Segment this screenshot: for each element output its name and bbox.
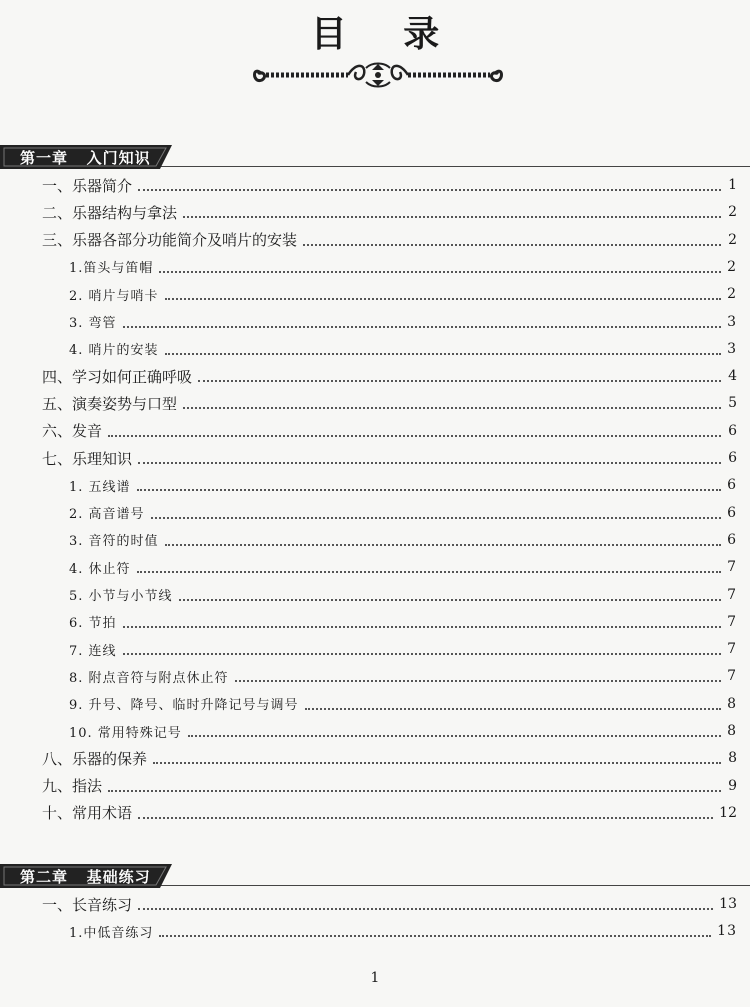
toc-entry[interactable] [0,664,737,688]
toc-entry-title: 8. 附点音符与附点休止符 [69,670,229,686]
chapter-1-label: 第一章 入门知识 [20,149,151,167]
dot-leader [108,790,721,792]
toc-entry-title: 九、指法 [42,777,103,796]
toc-entry-title: 3. 弯管 [69,316,117,331]
toc-entry-title: 9. 升号、降号、临时升降记号与调号 [69,698,299,714]
toc-entry[interactable] [0,801,737,825]
dot-leader [165,298,721,300]
toc-entry[interactable] [0,610,737,634]
toc-entry[interactable] [0,637,737,661]
toc-entry-title: 10. 常用特殊记号 [69,725,182,741]
dot-leader [123,326,721,328]
toc-entry[interactable] [0,774,737,798]
dot-leader [138,189,721,191]
toc-entry[interactable] [0,719,737,743]
toc-entry[interactable] [0,391,737,415]
toc-entry-page: 2 [727,258,737,275]
toc-entry[interactable] [0,528,737,552]
toc-entry-title: 八、乐器的保养 [42,749,148,768]
chapter-1-heading [0,145,176,169]
dot-leader [138,817,713,819]
toc-entry-title: 十、常用术语 [42,804,133,823]
toc-entry-page: 13 [719,896,737,912]
toc-entry-page: 6 [728,422,737,439]
toc-entry-title: 7. 连线 [69,643,117,659]
dot-leader [159,935,711,937]
toc-entry-page: 2 [728,231,737,248]
toc-entry[interactable] [0,892,737,916]
toc-entry-title: 6. 节拍 [69,616,117,632]
toc-entry[interactable] [0,473,737,497]
toc-entry-page: 7 [727,668,737,685]
toc-entry-title: 二、乐器结构与拿法 [42,203,178,222]
toc-entry-title: 3. 音符的时值 [69,534,159,550]
decorative-divider-icon [248,60,508,90]
dot-leader [235,680,721,682]
dot-leader [183,216,721,218]
toc-entry-page: 3 [727,313,737,330]
dot-leader [137,571,721,573]
dot-leader [303,244,721,246]
toc-entry-page: 7 [727,613,737,630]
toc-entry-title: 五、演奏姿势与口型 [42,394,178,413]
toc-entry[interactable] [0,692,737,716]
toc-entry-page: 6 [727,504,737,521]
toc-entry-page: 2 [728,204,737,221]
toc-entry[interactable] [0,310,737,334]
toc-entry-page: 6 [727,477,737,494]
toc-entry-page: 6 [728,450,737,466]
toc-entry-page: 13 [717,923,737,940]
toc-entry-title: 2. 哨片与哨卡 [69,288,159,304]
toc-entry[interactable] [0,282,737,306]
dot-leader [179,599,721,601]
toc-entry-page: 6 [727,531,737,548]
toc-entry[interactable] [0,200,737,224]
toc-entry[interactable] [0,919,737,943]
toc-entry[interactable] [0,446,737,470]
dot-leader [198,380,721,382]
dot-leader [159,271,721,273]
toc-entry-page: 8 [728,750,737,767]
toc-entry-title: 4. 哨片的安装 [69,343,159,359]
toc-entry[interactable] [0,173,737,197]
dot-leader [108,435,721,437]
toc-entry-title: 1.笛头与笛帽 [69,261,154,277]
toc-entry-page: 8 [727,723,737,739]
toc-entry-title: 七、乐理知识 [42,449,133,468]
dot-leader [165,353,721,355]
toc-entry-title: 1. 五线谱 [69,479,131,495]
dot-leader [165,544,721,546]
dot-leader [137,489,721,491]
toc-entry-title: 四、学习如何正确呼吸 [42,367,193,386]
toc-entry-page: 8 [727,695,737,712]
toc-entry-title: 2. 高音谱号 [69,507,145,523]
toc-entry[interactable] [0,555,737,579]
dot-leader [123,653,721,655]
toc-entry-page: 7 [727,641,737,658]
page-title: 目 录 [310,14,462,55]
toc-entry[interactable] [0,419,737,443]
toc-entry-title: 5. 小节与小节线 [69,589,173,604]
dot-leader [188,735,721,737]
toc-entry[interactable] [0,501,737,525]
toc-entry-page: 7 [727,586,737,603]
toc-entry-title: 一、乐器简介 [42,176,133,195]
toc-entry[interactable] [0,583,737,607]
toc-entry-page: 3 [727,340,737,357]
toc-entry-page: 2 [727,286,737,303]
dot-leader [153,762,721,764]
toc-entry-page: 5 [728,395,737,412]
toc-entry-title: 六、发音 [42,422,103,441]
toc-entry-title: 三、乐器各部分功能简介及哨片的安装 [42,231,298,250]
dot-leader [123,626,721,628]
dot-leader [151,517,721,519]
toc-entry[interactable] [0,337,737,361]
toc-entry-page: 12 [719,804,737,821]
toc-entry-page: 9 [728,777,737,794]
toc-entry[interactable] [0,255,737,279]
toc-entry[interactable] [0,364,737,388]
dot-leader [305,708,721,710]
toc-entry-title: 4. 休止符 [69,561,131,577]
dot-leader [138,908,713,910]
dot-leader [138,462,721,464]
toc-entry[interactable] [0,746,737,770]
toc-entry[interactable] [0,228,737,252]
toc-entry-title: 一、长音练习 [42,895,133,914]
page-number: 1 [370,970,380,986]
toc-entry-page: 7 [727,559,737,576]
chapter-2-label: 第二章 基础练习 [20,868,151,886]
toc-entry-title: 1.中低音练习 [69,925,154,941]
dot-leader [183,407,721,409]
toc-entry-page: 4 [728,368,737,385]
chapter-2-heading [0,864,176,888]
toc-entry-page: 1 [728,177,737,193]
